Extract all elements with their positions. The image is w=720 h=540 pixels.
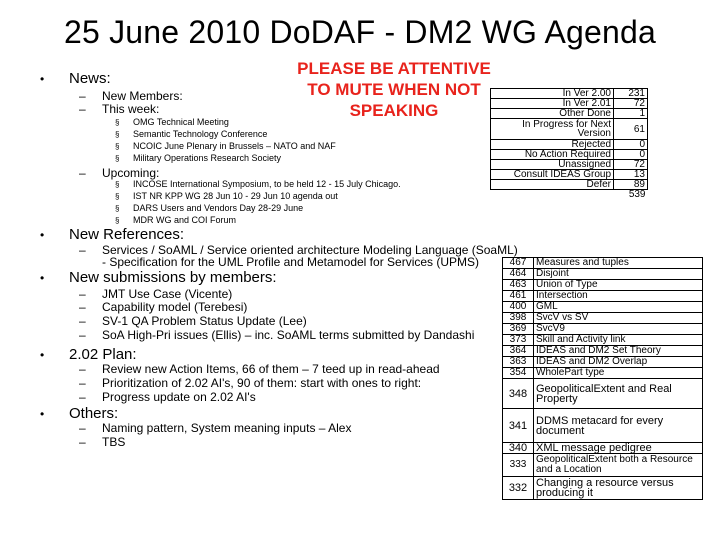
status-label: No Action Required <box>491 150 614 160</box>
ai-description: DDMS metacard for every document <box>534 409 703 443</box>
ai-number: 373 <box>503 335 534 346</box>
ai-description: Disjoint <box>534 269 703 280</box>
table-row <box>503 379 703 409</box>
banner-line: SPEAKING <box>349 101 439 120</box>
mute-reminder-banner <box>272 58 516 121</box>
table-row <box>491 190 648 200</box>
table-row <box>491 119 648 140</box>
ai-number: 364 <box>503 346 534 357</box>
sub-bullet: § <box>115 142 120 151</box>
ai-description: Changing a resource versus producing it <box>534 477 703 500</box>
upcoming-entry: MDR WG and COI Forum <box>133 215 237 225</box>
ai-number: 332 <box>503 477 534 500</box>
ai-description: GeopoliticalExtent and Real Property <box>534 379 703 409</box>
others-item: TBS <box>102 435 126 449</box>
submission-item: SV-1 QA Problem Status Update (Lee) <box>102 314 307 328</box>
table-row <box>491 89 648 99</box>
dash-bullet: – <box>79 328 86 342</box>
this-week-entry: Military Operations Research Society <box>133 153 282 163</box>
status-summary-table <box>490 88 648 199</box>
table-row <box>503 346 703 357</box>
ai-number: 341 <box>503 409 534 443</box>
others-heading: Others: <box>69 405 119 422</box>
ai-description: GeopoliticalExtent both a Resource and a Location <box>534 454 703 477</box>
sub-bullet: § <box>115 118 120 127</box>
bullet: • <box>40 271 45 285</box>
table-row <box>491 180 648 190</box>
dash-bullet: – <box>79 166 86 180</box>
table-row <box>503 477 703 500</box>
ai-number: 467 <box>503 258 534 269</box>
status-label: Other Done <box>491 109 614 119</box>
ai-number: 348 <box>503 379 534 409</box>
ai-description: Measures and tuples <box>534 258 703 269</box>
table-row <box>491 109 648 119</box>
status-label: In Ver 2.01 <box>491 99 614 109</box>
status-count: 0 <box>614 140 648 150</box>
status-label: Unassigned <box>491 160 614 170</box>
ai-description: IDEAS and DM2 Overlap <box>534 357 703 368</box>
status-count: 231 <box>614 89 648 99</box>
table-row <box>503 313 703 324</box>
submission-item: SoA High-Pri issues (Ellis) – inc. SoAML terms submitted by Dandashi <box>102 328 475 342</box>
new-members-item: New Members: <box>102 89 183 103</box>
action-items-table <box>502 257 703 500</box>
status-label: Consult IDEAS Group <box>491 170 614 180</box>
status-label: In Progress for Next Version <box>491 119 614 140</box>
ai-description: Intersection <box>534 291 703 302</box>
dash-bullet: – <box>79 376 86 390</box>
this-week-entry: OMG Technical Meeting <box>133 117 229 127</box>
status-count: 72 <box>614 160 648 170</box>
table-row <box>503 269 703 280</box>
sub-bullet: § <box>115 180 120 189</box>
sub-bullet: § <box>115 130 120 139</box>
ai-number: 461 <box>503 291 534 302</box>
ai-number: 354 <box>503 368 534 379</box>
upcoming-entry: DARS Users and Vendors Day 28-29 June <box>133 203 304 213</box>
dash-bullet: – <box>79 362 86 376</box>
ai-description: WholePart type <box>534 368 703 379</box>
ai-number: 400 <box>503 302 534 313</box>
submission-item: Capability model (Terebesi) <box>102 300 248 314</box>
others-item: Naming pattern, System meaning inputs – Alex <box>102 421 352 435</box>
table-row <box>503 454 703 477</box>
ai-number: 363 <box>503 357 534 368</box>
reference-item: Services / SoAML / Service oriented architecture Modeling Language (SoaML) <box>102 243 518 257</box>
ai-number: 463 <box>503 280 534 291</box>
table-row <box>491 99 648 109</box>
dash-bullet: – <box>79 390 86 404</box>
dash-bullet: – <box>79 287 86 301</box>
table-row <box>503 258 703 269</box>
bullet: • <box>40 72 45 86</box>
submission-item: JMT Use Case (Vicente) <box>102 287 233 301</box>
this-week-entry: NCOIC June Plenary in Brussels – NATO and NAF <box>133 141 336 151</box>
dash-bullet: – <box>79 435 86 449</box>
this-week-entry: Semantic Technology Conference <box>133 129 268 139</box>
ai-description: SvcV9 <box>534 324 703 335</box>
table-row <box>503 302 703 313</box>
status-count: 1 <box>614 109 648 119</box>
ai-number: 464 <box>503 269 534 280</box>
table-row <box>503 291 703 302</box>
table-row <box>491 170 648 180</box>
ai-description: XML message pedigree <box>534 443 703 454</box>
sub-bullet: § <box>115 204 120 213</box>
table-row <box>491 150 648 160</box>
sub-bullet: § <box>115 216 120 225</box>
banner-line: TO MUTE WHEN NOT <box>307 80 481 99</box>
dash-bullet: – <box>79 243 86 257</box>
ai-number: 340 <box>503 443 534 454</box>
ai-number: 333 <box>503 454 534 477</box>
status-label: Defer <box>491 180 614 190</box>
plan-heading: 2.02 Plan: <box>69 346 137 363</box>
table-row <box>503 280 703 291</box>
upcoming-item: Upcoming: <box>102 166 160 180</box>
plan-item: Review new Action Items, 66 of them – 7 teed up in read-ahead <box>102 362 440 376</box>
status-count: 72 <box>614 99 648 109</box>
dash-bullet: – <box>79 300 86 314</box>
slide-title: 25 June 2010 DoDAF - DM2 WG Agenda <box>64 14 656 50</box>
table-row <box>491 140 648 150</box>
dash-bullet: – <box>79 314 86 328</box>
reference-item: - Specification for the UML Profile and Metamodel for Services (UPMS) <box>102 255 480 269</box>
status-count: 61 <box>614 119 648 140</box>
this-week-item: This week: <box>102 102 160 116</box>
ai-number: 398 <box>503 313 534 324</box>
ai-description: IDEAS and DM2 Set Theory <box>534 346 703 357</box>
status-count: 89 <box>614 180 648 190</box>
sub-bullet: § <box>115 154 120 163</box>
table-row <box>503 443 703 454</box>
dash-bullet: – <box>79 89 86 103</box>
plan-item: Progress update on 2.02 AI's <box>102 390 256 404</box>
dash-bullet: – <box>79 421 86 435</box>
status-label: Rejected <box>491 140 614 150</box>
sub-bullet: § <box>115 192 120 201</box>
bullet: • <box>40 228 45 242</box>
table-row <box>503 324 703 335</box>
status-label: In Ver 2.00 <box>491 89 614 99</box>
status-count: 13 <box>614 170 648 180</box>
ai-description: SvcV vs SV <box>534 313 703 324</box>
upcoming-entry: INCOSE International Symposium, to be held 12 - 15 July Chicago. <box>133 179 401 189</box>
table-row <box>503 357 703 368</box>
news-heading: News: <box>69 70 111 87</box>
table-row <box>503 368 703 379</box>
ai-number: 369 <box>503 324 534 335</box>
ai-description: Union of Type <box>534 280 703 291</box>
bullet: • <box>40 407 45 421</box>
submissions-heading: New submissions by members: <box>69 269 277 286</box>
dash-bullet: – <box>79 102 86 116</box>
upcoming-entry: IST NR KPP WG 28 Jun 10 - 29 Jun 10 agenda out <box>133 191 338 201</box>
bullet: • <box>40 348 45 362</box>
table-row <box>503 409 703 443</box>
ai-description: Skill and Activity link <box>534 335 703 346</box>
table-row <box>491 160 648 170</box>
status-count: 0 <box>614 150 648 160</box>
ai-description: GML <box>534 302 703 313</box>
table-row <box>503 335 703 346</box>
plan-item: Prioritization of 2.02 AI's, 90 of them: start with ones to right: <box>102 376 422 390</box>
status-total: 539 <box>628 189 646 200</box>
references-heading: New References: <box>69 226 185 243</box>
banner-line: PLEASE BE ATTENTIVE <box>297 59 491 78</box>
